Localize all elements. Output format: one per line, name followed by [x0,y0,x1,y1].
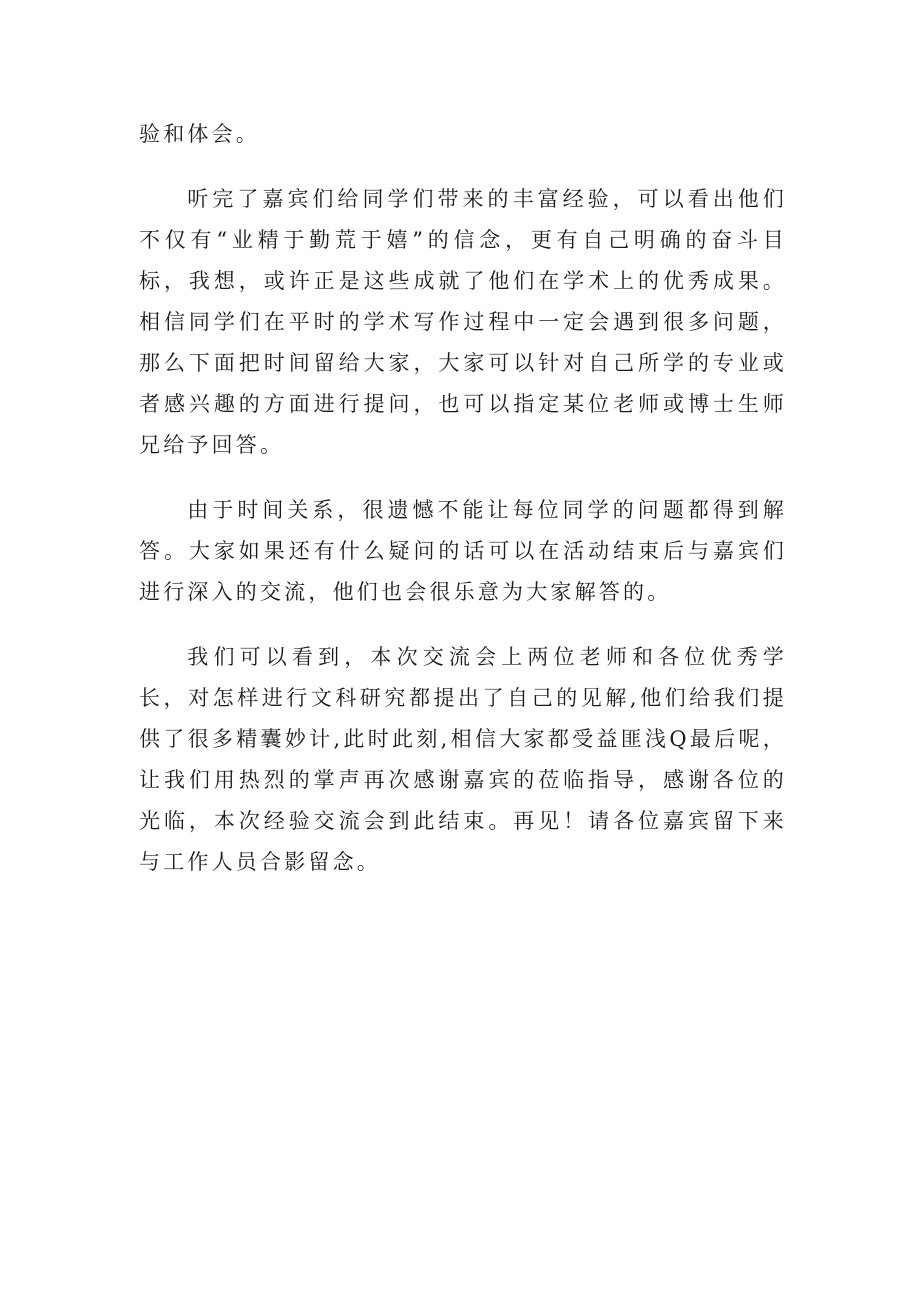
paragraph-closing: 我们可以看到，本次交流会上两位老师和各位优秀学长，对怎样进行文科研究都提出了自己的见解,他们给我们提供了很多精囊妙计,此时此刻,相信大家都受益匪浅Q最后呢，让我们用热烈的掌声再次感谢嘉宾的莅临指导，感谢各位的光临，本次经验交流会到此结束。再见！请各位嘉宾留下来与工作人员合影留念。 [139,645,787,874]
paragraph-time-limit: 由于时间关系，很遗憾不能让每位同学的问题都得到解答。大家如果还有什么疑问的话可以在活动结束后与嘉宾们进行深入的交流，他们也会很乐意为大家解答的。 [139,498,787,604]
document-body [139,114,787,907]
paragraph-continuation: 验和体会。 [139,122,260,146]
paragraph-guest-experience: 听完了嘉宾们给同学们带来的丰富经验，可以看出他们不仅有“业精于勤荒于嬉”的信念，更有自己明确的奋斗目标，我想，或许正是这些成就了他们在学术上的优秀成果。相信同学们在平时的学术写作过程中一定会遇到很多问题，那么下面把时间留给大家，大家可以针对自己所学的专业或者感兴趣的方面进行提问，也可以指定某位老师或博士生师兄给予回答。 [139,187,787,457]
